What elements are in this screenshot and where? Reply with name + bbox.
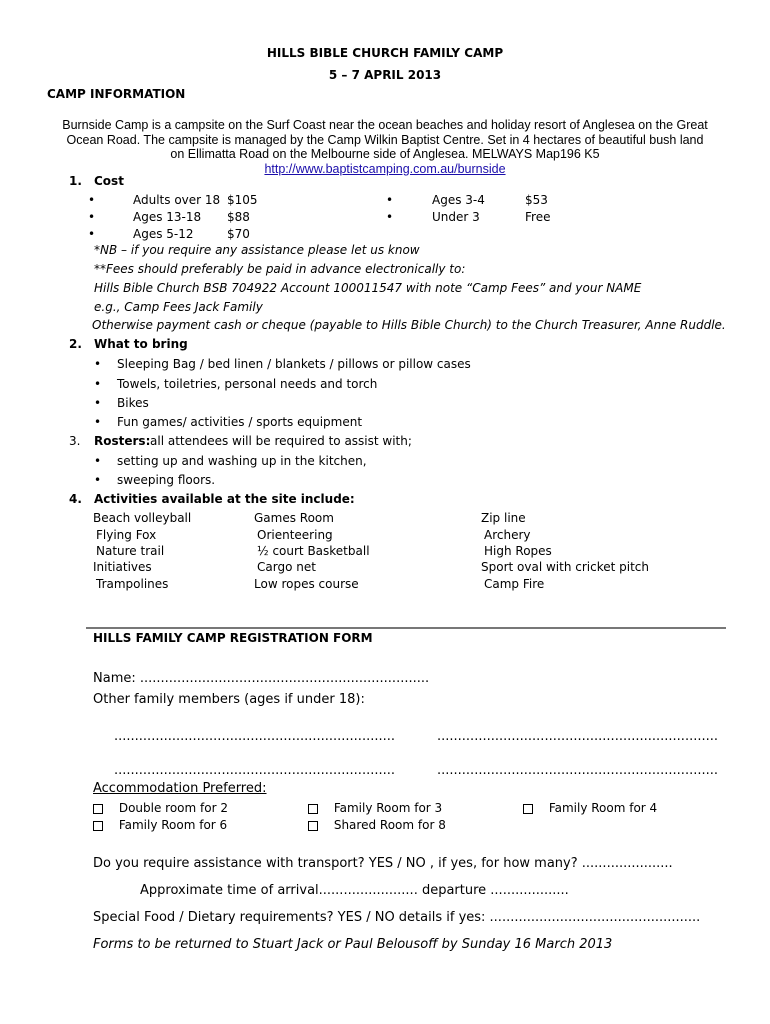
room-option[interactable] (93, 818, 227, 832)
checkbox-icon[interactable] (523, 804, 533, 814)
activity-item: Sport oval with cricket pitch (481, 560, 649, 574)
document-dates: 5 – 7 APRIL 2013 (328, 68, 442, 82)
activity-item: Low ropes course (254, 577, 359, 591)
activity-item: Trampolines (96, 577, 169, 591)
transport-question[interactable]: Do you require assistance with transport? YES / NO , if yes, for how many? ...................... (93, 856, 673, 871)
camp-info-heading: CAMP INFORMATION (47, 87, 186, 101)
bullet-icon: • (88, 193, 96, 207)
room-label: Family Room for 3 (333, 801, 443, 815)
activity-item: Zip line (481, 511, 526, 525)
bring-item: Bikes (117, 396, 149, 410)
bring-item: Fun games/ activities / sports equipment (117, 415, 363, 429)
arrival-departure-field[interactable]: Approximate time of arrival........................ departure ................... (140, 883, 569, 898)
cost-label: Adults over 18 (133, 193, 221, 207)
activity-item: Orienteering (257, 528, 333, 542)
cost-label: Ages 5-12 (133, 227, 194, 241)
checkbox-icon[interactable] (93, 804, 103, 814)
activity-item: Flying Fox (96, 528, 157, 542)
roster-item: setting up and washing up in the kitchen, (117, 454, 367, 468)
intro-line: Ocean Road. The campsite is managed by the Camp Wilkin Baptist Centre. Set in 4 hectares of beautiful bush land (66, 132, 704, 147)
activity-item: Camp Fire (484, 577, 545, 591)
roster-item: sweeping floors. (117, 473, 216, 487)
cost-note: Otherwise payment cash or cheque (payable to Hills Bible Church) to the Church Treasurer, Anne Ruddle. (92, 318, 726, 332)
form-heading: HILLS FAMILY CAMP REGISTRATION FORM (93, 631, 373, 645)
bullet-icon: • (94, 415, 102, 429)
cost-label: Under 3 (432, 210, 480, 224)
checkbox-icon[interactable] (308, 804, 318, 814)
checkbox-icon[interactable] (308, 821, 318, 831)
activities-heading: Activities available at the site include: (94, 492, 355, 506)
bullet-icon: • (386, 210, 394, 224)
room-option[interactable] (523, 801, 657, 815)
activity-item: Beach volleyball (93, 511, 192, 525)
accommodation-heading: Accommodation Preferred: (93, 781, 267, 796)
bullet-icon: • (94, 473, 102, 487)
activity-item: High Ropes (484, 544, 552, 558)
bullet-icon: • (94, 454, 102, 468)
bullet-icon: • (94, 377, 102, 391)
room-option[interactable] (308, 818, 446, 832)
room-option[interactable] (93, 801, 228, 815)
family-member-field[interactable]: .................................................................... (114, 729, 395, 744)
cost-price: $53 (525, 193, 548, 207)
camp-website-link[interactable]: http://www.baptistcamping.com.au/burnside (264, 161, 506, 176)
cost-label: Ages 3-4 (432, 193, 485, 207)
section-number: 1. (69, 174, 82, 188)
cost-price: $88 (227, 210, 250, 224)
intro-line: Burnside Camp is a campsite on the Surf Coast near the ocean beaches and holiday resort of Anglesea on the Great (62, 118, 708, 132)
cost-label: Ages 13-18 (133, 210, 202, 224)
activity-item: Archery (484, 528, 531, 542)
return-instructions: Forms to be returned to Stuart Jack or Paul Belousoff by Sunday 16 March 2013 (93, 937, 613, 952)
family-member-field[interactable]: .................................................................... (114, 763, 395, 778)
bring-heading: What to bring (94, 337, 188, 351)
bullet-icon: • (88, 227, 96, 241)
checkbox-icon[interactable] (93, 821, 103, 831)
bullet-icon: • (88, 210, 96, 224)
cost-note: **Fees should preferably be paid in advance electronically to: (94, 262, 466, 276)
cost-heading: Cost (94, 174, 124, 188)
other-members-label: Other family members (ages if under 18): (93, 692, 365, 707)
document-title: HILLS BIBLE CHURCH FAMILY CAMP (266, 46, 504, 60)
room-option[interactable] (308, 801, 442, 815)
rosters-text: all attendees will be required to assist with; (150, 434, 412, 448)
room-label: Double room for 2 (118, 801, 228, 815)
section-number: 3. (69, 434, 81, 448)
intro-paragraph (0, 118, 770, 176)
cost-note: *NB – if you require any assistance please let us know (94, 243, 420, 257)
bring-item: Sleeping Bag / bed linen / blankets / pillows or pillow cases (117, 357, 471, 371)
room-label: Shared Room for 8 (333, 818, 446, 832)
cost-price: $105 (227, 193, 258, 207)
family-member-field[interactable]: .................................................................... (437, 729, 718, 744)
cost-note: Hills Bible Church BSB 704922 Account 100011547 with note “Camp Fees” and your NAME (94, 281, 642, 295)
bullet-icon: • (94, 396, 102, 410)
bring-item: Towels, toiletries, personal needs and torch (117, 377, 378, 391)
activity-item: Nature trail (96, 544, 165, 558)
dietary-question[interactable]: Special Food / Dietary requirements? YES / NO details if yes: ................................................... (93, 910, 701, 925)
family-member-field[interactable]: .................................................................... (437, 763, 718, 778)
room-label: Family Room for 4 (548, 801, 658, 815)
activity-item: Games Room (254, 511, 334, 525)
activity-item: Cargo net (257, 560, 316, 574)
intro-line: on Ellimatta Road on the Melbourne side of Anglesea. MELWAYS Map196 K5 (170, 147, 600, 161)
section-number: 4. (69, 492, 82, 506)
bullet-icon: • (386, 193, 394, 207)
cost-price: Free (525, 210, 551, 224)
bullet-icon: • (94, 357, 102, 371)
activity-item: ½ court Basketball (257, 544, 370, 558)
room-label: Family Room for 6 (118, 818, 228, 832)
cost-price: $70 (227, 227, 250, 241)
cost-note: e.g., Camp Fees Jack Family (94, 300, 263, 314)
activity-item: Initiatives (93, 560, 152, 574)
section-divider (86, 627, 726, 629)
name-field[interactable]: Name: ...................................................................... (93, 671, 430, 686)
section-number: 2. (69, 337, 82, 351)
rosters-heading: Rosters: (94, 434, 151, 448)
